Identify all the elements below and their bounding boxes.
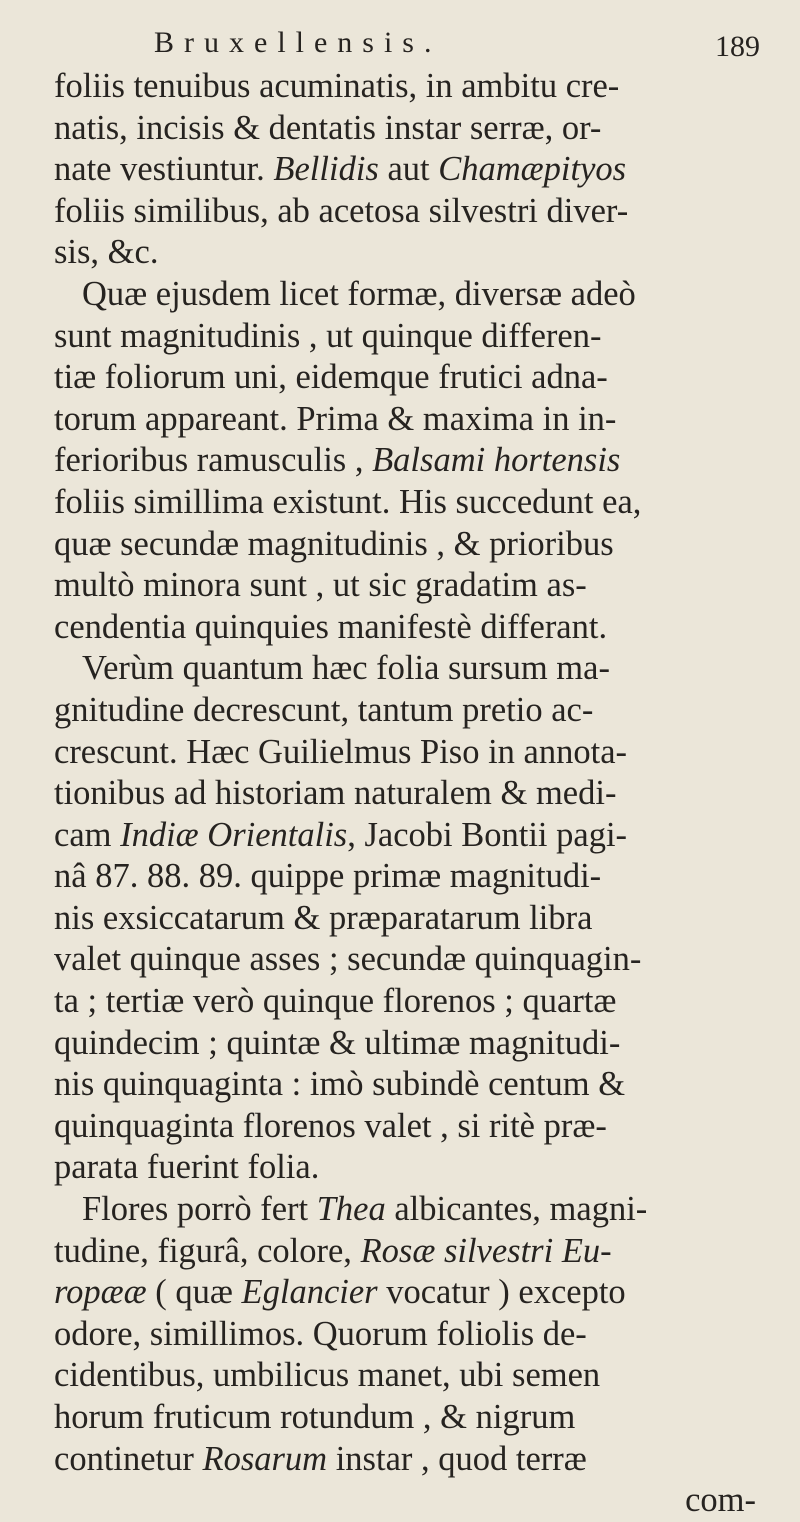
text-line: crescunt. Hæc Guilielmus Piso in annota- xyxy=(54,732,627,771)
text-line: cidentibus, umbilicus manet, ubi semen xyxy=(54,1356,601,1395)
running-head xyxy=(54,26,760,66)
text-line: odore, simillimos. Quorum foliolis de- xyxy=(54,1314,587,1353)
text-line: ta ; tertiæ verò quinque florenos ; quartæ xyxy=(54,982,617,1021)
text-line: cendentia quinquies manifestè differant. xyxy=(54,607,608,646)
text-line: Quæ ejusdem licet formæ, diversæ adeò xyxy=(82,274,636,313)
text-line: torum appareant. Prima & maxima in in- xyxy=(54,399,617,438)
text-block xyxy=(54,66,760,1522)
text-line: sis, &c. xyxy=(54,233,159,272)
text-line: valet quinque asses ; secundæ quinquagin- xyxy=(54,940,642,979)
text-line: ropææ ( quæ Eglancier vocatur ) excepto xyxy=(54,1273,626,1312)
text-line: nis exsiccatarum & præparatarum libra xyxy=(54,898,593,937)
text-line: quinquaginta florenos valet , si ritè præ- xyxy=(54,1106,607,1145)
text-line: foliis tenuibus acuminatis, in ambitu cre- xyxy=(54,67,620,105)
text-line: natis, incisis & dentatis instar serræ, or- xyxy=(54,108,602,147)
running-title: Bruxellensis. xyxy=(154,26,442,59)
text-line: tiæ foliorum uni, eidemque frutici adna- xyxy=(54,358,608,397)
page-number: 189 xyxy=(715,30,760,63)
text-line: tionibus ad historiam naturalem & medi- xyxy=(54,774,617,813)
text-line: horum fruticum rotundum , & nigrum xyxy=(54,1398,576,1436)
text-line: tudine, figurâ, colore, Rosæ silvestri Eu- xyxy=(54,1231,612,1270)
text-line: foliis simillima existunt. His succedunt ea, xyxy=(54,482,642,521)
text-line: continetur Rosarum instar , quod terræ xyxy=(54,1439,587,1478)
text-line: nâ 87. 88. 89. quippe primæ magnitudi- xyxy=(54,857,602,896)
text-line: nate vestiuntur. Bellidis aut Chamæpityos xyxy=(54,150,627,189)
text-line: quindecim ; quintæ & ultimæ magnitudi- xyxy=(54,1023,621,1062)
text-line: Flores porrò fert Thea albicantes, magni- xyxy=(82,1190,648,1229)
text-line: com- xyxy=(685,1481,756,1520)
text-line: nis quinquaginta : imò subindè centum & xyxy=(54,1065,626,1104)
text-line: gnitudine decrescunt, tantum pretio ac- xyxy=(54,690,594,729)
text-line: foliis similibus, ab acetosa silvestri diver- xyxy=(54,191,629,230)
text-line: ferioribus ramusculis , Balsami hortensis xyxy=(54,441,621,480)
text-line: cam Indiæ Orientalis, Jacobi Bontii pagi- xyxy=(54,815,628,854)
text-line: sunt magnitudinis , ut quinque differen- xyxy=(54,316,602,355)
text-line: Verùm quantum hæc folia sursum ma- xyxy=(82,649,610,688)
text-line: quæ secundæ magnitudinis , & prioribus xyxy=(54,524,614,563)
text-line: multò minora sunt , ut sic gradatim as- xyxy=(54,566,587,605)
text-line: parata fuerint folia. xyxy=(54,1148,320,1187)
